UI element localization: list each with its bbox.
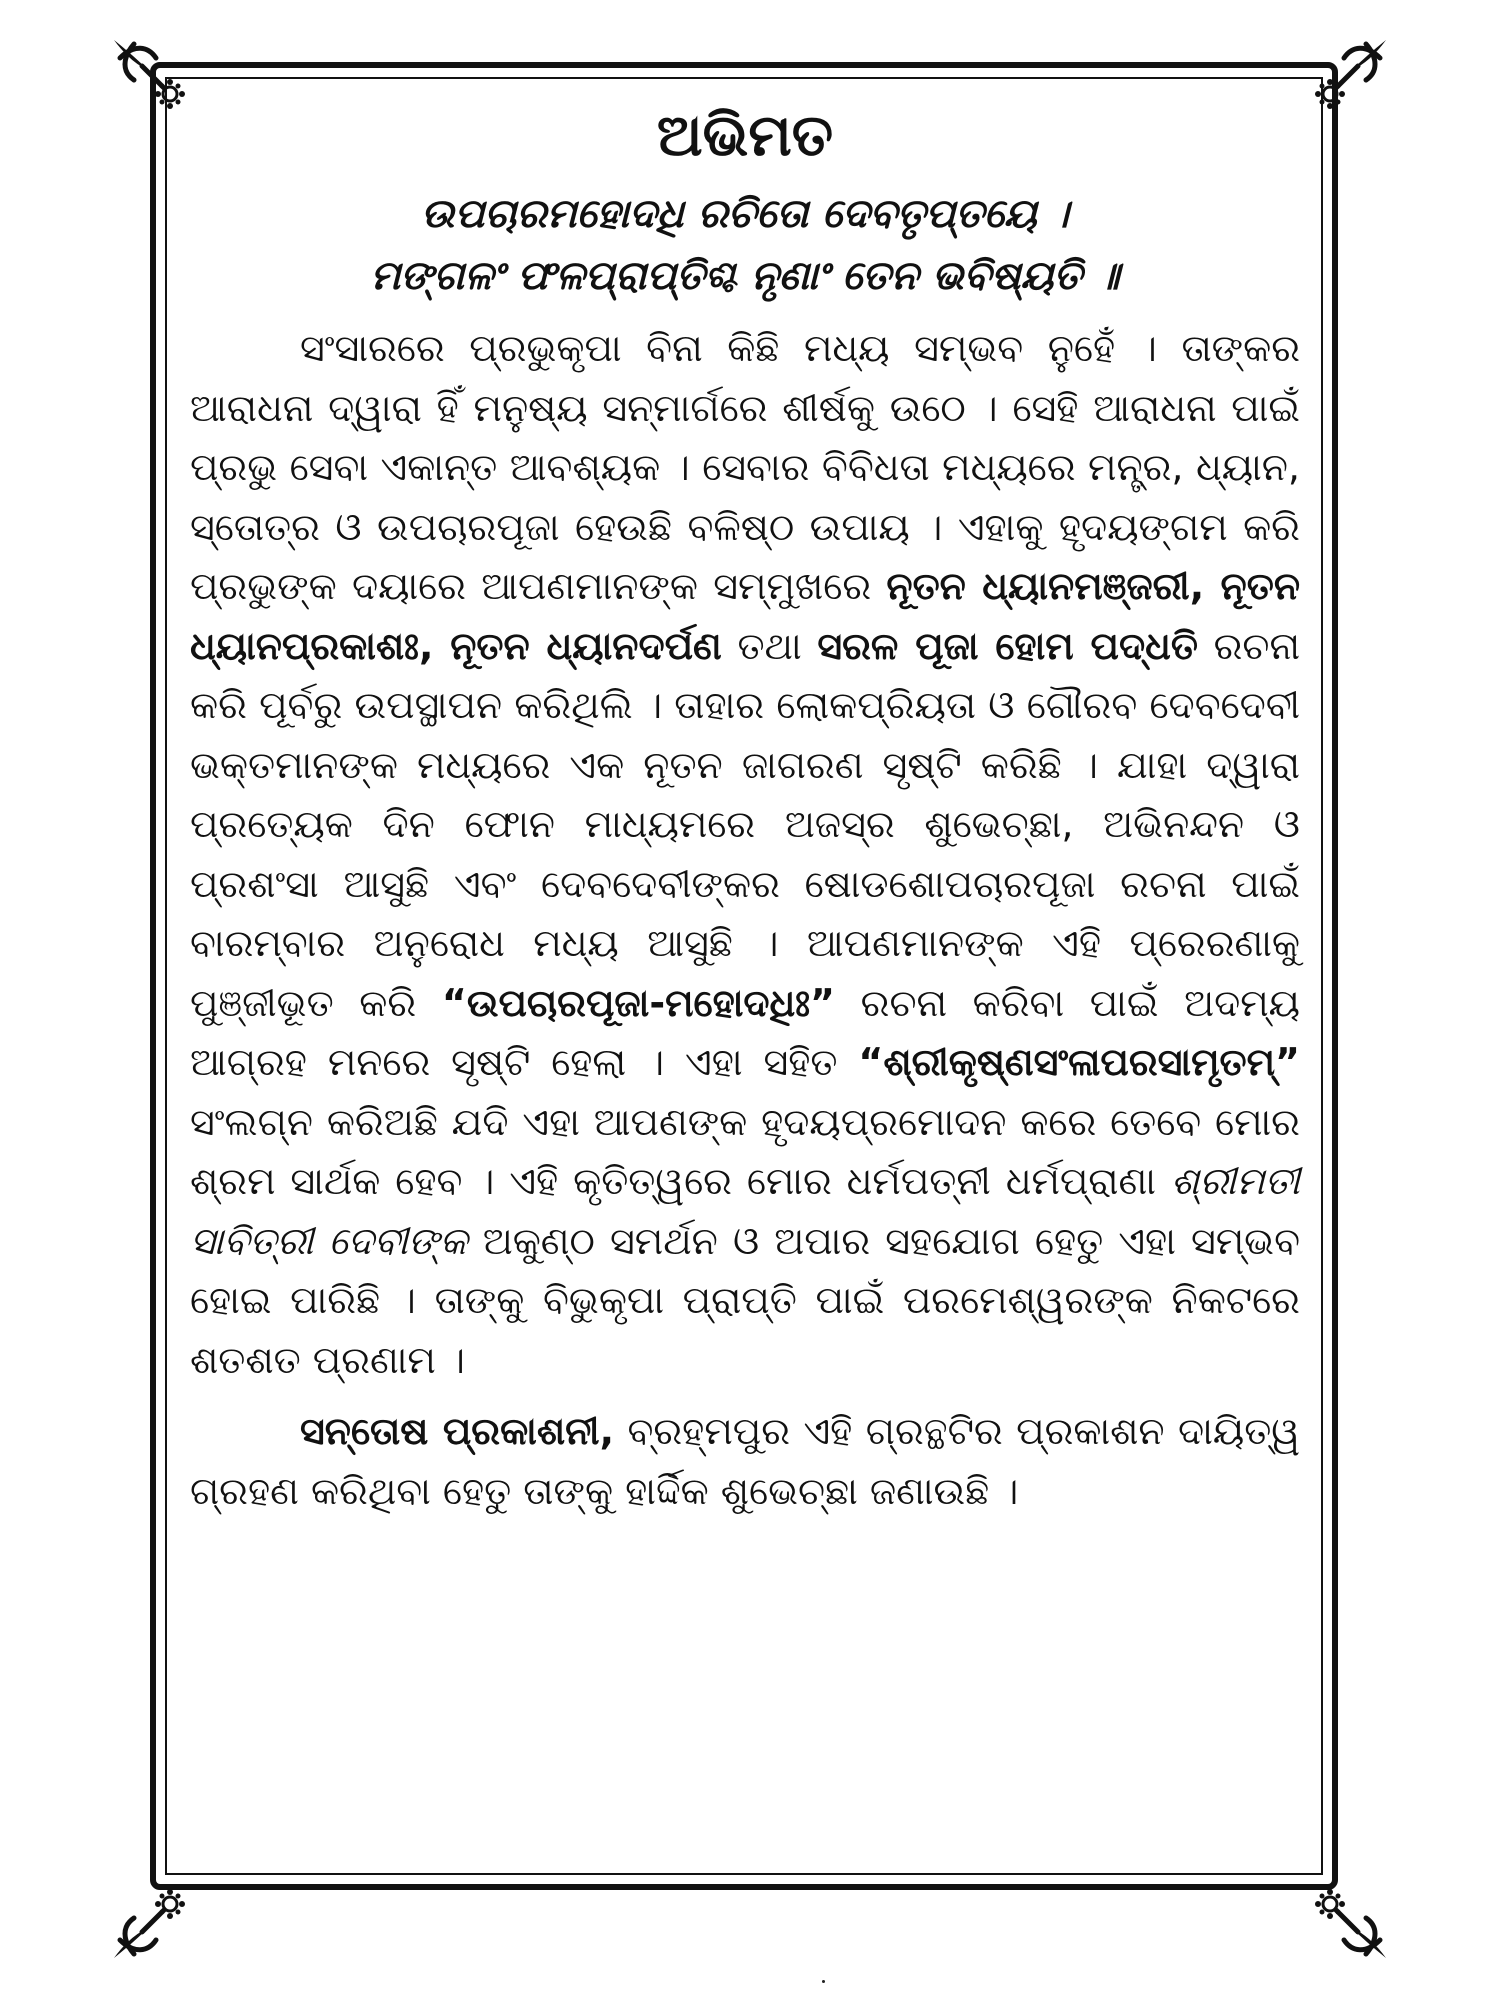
floral-corner-icon: [1278, 1852, 1388, 1962]
floral-corner-icon: [112, 1852, 222, 1962]
opinion-paragraph-2: [190, 1402, 1300, 1521]
book-title-bold: ସରଳ ପୂଜା ହୋମ ପଦ୍ଧତି: [817, 623, 1198, 668]
publisher-name-bold: ସନ୍ତୋଷ ପ୍ରକାଶନୀ,: [300, 1409, 615, 1453]
paragraph-text: ଅକୁଣ୍ଠ ସମର୍ଥନ ଓ ଅପାର ସହଯୋଗ ହେତୁ ଏହା ସମ୍ଭବ ହୋଇ ପାରିଛି । ତାଙ୍କୁ ବିଭୁକୃପା ପ୍ରାପ୍ତି ପାଇଁ ପରମେଶ୍ୱରଙ୍କ ନିକଟରେ ଶତଶତ ପ୍ରଣାମ ।: [190, 1218, 1301, 1382]
sanskrit-verse-line-2: ମଙ୍ଗଳଂ ଫଳପ୍ରାପ୍ତିଶ୍ଚ ନୃଣାଂ ତେନ ଭବିଷ୍ୟତି ॥: [370, 253, 1120, 299]
opinion-paragraph-1: [190, 319, 1300, 1390]
page-title: ଅଭିମତ: [656, 101, 834, 169]
paragraph-text: ବ୍ରହ୍ମପୁର ଏହି ଗ୍ରନ୍ଥଟିର ପ୍ରକାଶନ ଦାୟିତ୍ୱ ଗ୍ରହଣ କରିଥିବା ହେତୁ ତାଙ୍କୁ ହାର୍ଦ୍ଦିକ ଶୁଭେଚ୍ଛା ଜଣାଉଛି ।: [190, 1409, 1300, 1513]
page-content: [190, 95, 1300, 1521]
paragraph-text: ସଂସାରରେ ପ୍ରଭୁକୃପା ବିନା କିଛି ମଧ୍ୟ ସମ୍ଭବ ନୁହେଁ । ତାଙ୍କର ଆରାଧନା ଦ୍ୱାରା ହିଁ ମନୁଷ୍ୟ ସନ୍ମାର୍ଗରେ ଶୀର୍ଷକୁ ଉଠେ । ସେହି ଆରାଧନା ପାଇଁ ପ୍ରଭୁ ସେବା ଏକାନ୍ତ ଆବଶ୍ୟକ । ସେବାର ବିବିଧତା ମଧ୍ୟରେ ମନ୍ତ୍ର, ଧ୍ୟାନ, ସ୍ତୋତ୍ର ଓ ଉପଚାରପୂଜା ହେଉଛି ବଳିଷ୍ଠ ଉପାୟ । ଏହାକୁ ହୃଦୟଙ୍ଗମ କରି ପ୍ରଭୁଙ୍କ ଦୟାରେ ଆପଣମାନଙ୍କ ସମ୍ମୁଖରେ: [190, 326, 1300, 608]
sanskrit-verse-line-1: ଉପଚାରମହୋଦଧି ରଚିତୋ ଦେବତୃପ୍ତୟେ ।: [421, 191, 1069, 237]
book-title-bold: “ଶ୍ରୀକୃଷ୍ଣସଂଳାପରସାମୃତମ୍”: [858, 1040, 1300, 1084]
wife-name-italic: ଶ୍ରୀମତୀ ସାବିତ୍ରୀ ଦେବୀଙ୍କ: [190, 1159, 1300, 1263]
paragraph-text: ସଂଲଗ୍ନ କରିଅଛି ଯଦି ଏହା ଆପଣଙ୍କ ହୃଦୟପ୍ରମୋଦନ କରେ ତେବେ ମୋର ଶ୍ରମ ସାର୍ଥକ ହେବ । ଏହି କୃତିତ୍ୱରେ ମୋର ଧର୍ମପତ୍ନୀ ଧର୍ମପ୍ରାଣା: [190, 1099, 1300, 1203]
paragraph-text: ରଚନା କରିବା ପାଇଁ ଅଦମ୍ୟ ଆଗ୍ରହ ମନରେ ସୃଷ୍ଟି ହେଲା । ଏହା ସହିତ: [190, 980, 1300, 1084]
book-titles-bold: ନୂତନ ଧ୍ୟାନମଞ୍ଜରୀ, ନୂତନ ଧ୍ୟାନପ୍ରକାଶଃ, ନୂତନ ଧ୍ୟାନଦର୍ପଣ: [190, 564, 1301, 668]
paragraph-text: ତଥା: [721, 623, 818, 668]
speck: [822, 1980, 825, 1983]
paragraph-text: ରଚନା କରି ପୂର୍ବରୁ ଉପସ୍ଥାପନ କରିଥିଲି । ତାହାର ଲୋକପ୍ରିୟତା ଓ ଗୌରବ ଦେବଦେବୀ ଭକ୍ତମାନଙ୍କ ମଧ୍ୟରେ ଏକ ନୂତନ ଜାଗରଣ ସୃଷ୍ଟି କରିଛି । ଯାହା ଦ୍ୱାରା ପ୍ରତ୍ୟେକ ଦିନ ଫୋନ ମାଧ୍ୟମରେ ଅଜସ୍ର ଶୁଭେଚ୍ଛା, ଅଭିନନ୍ଦନ ଓ ପ୍ରଶଂସା ଆସୁଛି ଏବଂ ଦେବଦେବୀଙ୍କର ଷୋଡଶୋପଚାରପୂଜା ରଚନା ପାଇଁ ବାରମ୍ବାର ଅନୁରୋଧ ମଧ୍ୟ ଆସୁଛି । ଆପଣମାନଙ୍କ ଏହି ପ୍ରେରଣାକୁ ପୁଞ୍ଜୀଭୂତ କରି: [190, 623, 1300, 1025]
book-title-bold: “ଉପଚାରପୂଜା-ମହୋଦଧିଃ”: [441, 980, 836, 1025]
